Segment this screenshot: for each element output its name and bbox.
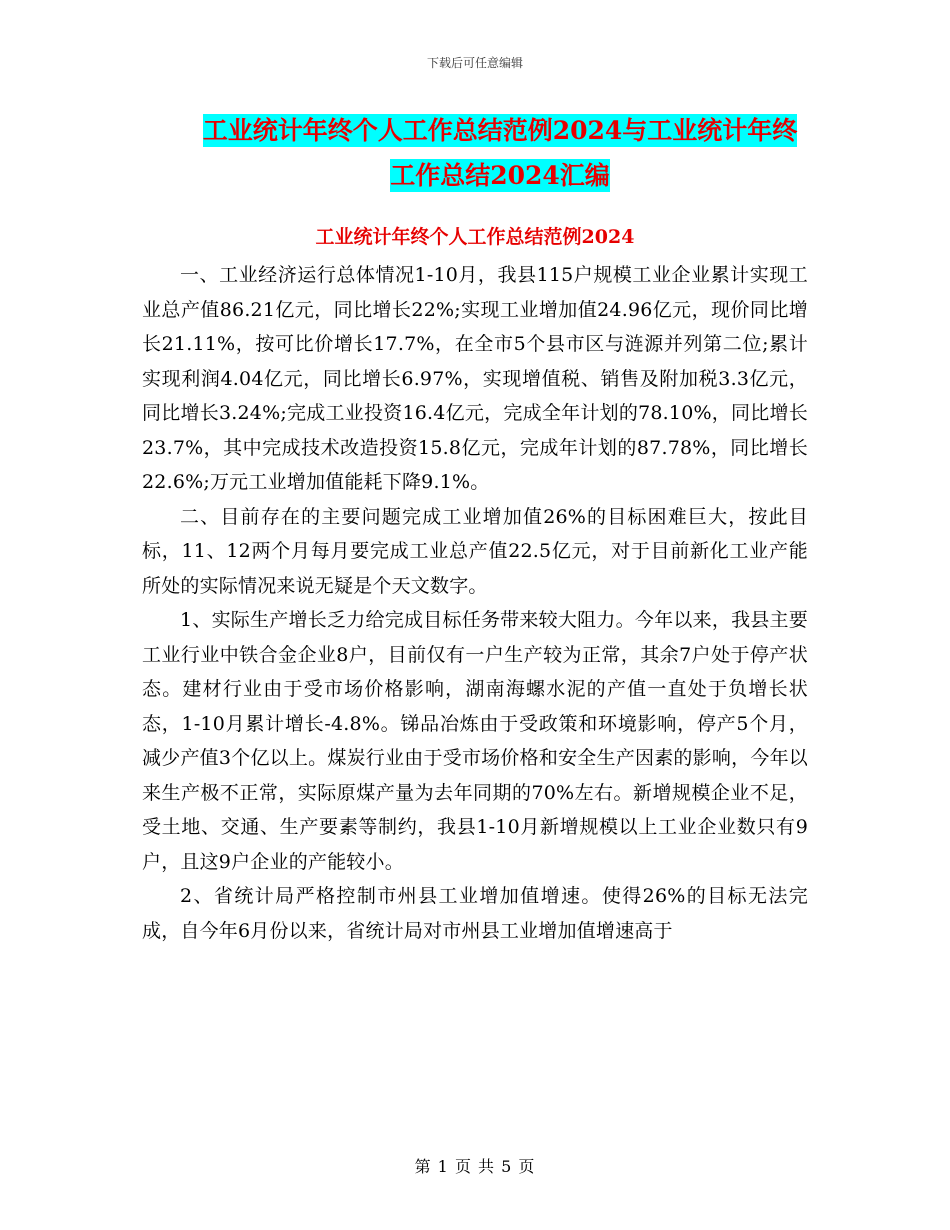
- document-title-line-2: 工作总结2024汇编: [390, 161, 610, 190]
- header-note: 下载后可任意编辑: [426, 56, 523, 70]
- document-title: [140, 108, 860, 198]
- document-body: [142, 258, 808, 948]
- page-footer: 第 1 页 共 5 页: [414, 1157, 536, 1176]
- paragraph: 1、实际生产增长乏力给完成目标任务带来较大阻力。今年以来，我县主要工业行业中铁合金企业8户，目前仅有一户生产较为正常，其余7户处于停产状态。建材行业由于受市场价格影响，湖南海螺水泥的产值一直处于负增长状态，1-10月累计增长-4.8%。锑品冶炼由于受政策和环境影响，停产5个月，减少产值3个亿以上。煤炭行业由于受市场价格和安全生产因素的影响，今年以来生产极不正常，实际原煤产量为去年同期的70%左右。新增规模企业不足，受土地、交通、生产要素等制约，我县1-10月新增规模以上工业企业数只有9户，且这9户企业的产能较小。: [142, 609, 808, 873]
- paragraph: 二、目前存在的主要问题完成工业增加值26%的目标困难巨大，按此目标，11、12两个月每月要完成工业总产值22.5亿元，对于目前新化工业产能所处的实际情况来说无疑是个天文数字。: [142, 505, 808, 597]
- paragraph: 一、工业经济运行总体情况1-10月，我县115户规模工业企业累计实现工业总产值86.21亿元，同比增长22%;实现工业增加值24.96亿元，现价同比增长21.11%，按可比价增长17.7%，在全市5个县市区与涟源并列第二位;累计实现利润4.04亿元，同比增长6.97%，实现增值税、销售及附加税3.3亿元，同比增长3.24%;完成工业投资16.4亿元，完成全年计划的78.10%，同比增长23.7%，其中完成技术改造投资15.8亿元，完成年计划的87.78%，同比增长22.6%;万元工业增加值能耗下降9.1%。: [142, 264, 808, 493]
- paragraph: 2、省统计局严格控制市州县工业增加值增速。使得26%的目标无法完成，自今年6月份以来，省统计局对市州县工业增加值增速高于: [142, 885, 808, 942]
- section-title: 工业统计年终个人工作总结范例2024: [315, 226, 635, 248]
- document-title-line-1: 工业统计年终个人工作总结范例2024与工业统计年终: [202, 116, 798, 145]
